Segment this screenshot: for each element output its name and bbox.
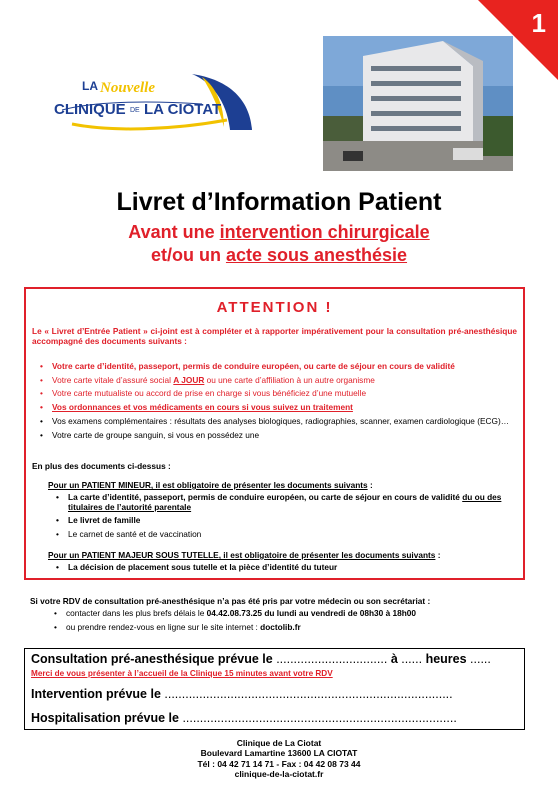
consultation-a: à [390, 652, 398, 666]
doc-item-mutuelle: • Votre carte mutualiste ou accord de prise en charge si vous bénéficiez d’une mutuelle [32, 388, 517, 398]
mineur-item-livret: • Le livret de famille [48, 515, 517, 525]
rdv-options-list [52, 608, 416, 636]
subtitle1-prefix: Avant une [128, 222, 220, 242]
subtitle1-underlined: intervention chirurgicale [219, 222, 430, 242]
doc-vitale-suffix: ou une carte d’affiliation à un autre organisme [204, 374, 375, 385]
rdv-phone-item [52, 608, 416, 618]
majeur-heading [48, 550, 517, 560]
rdv-phone-prefix: contacter dans les plus brefs délais le [66, 608, 207, 618]
subtitle2-underlined: acte sous anesthésie [225, 245, 408, 265]
logo-la: LA [82, 79, 98, 93]
doc-item-groupe-sanguin: • Votre carte de groupe sanguin, si vous en possédez une [32, 430, 517, 440]
logo-de: DE [130, 107, 140, 114]
doc-vitale-ajour: A JOUR [173, 374, 205, 385]
logo-clinique: CLINIQUE [54, 101, 126, 118]
rdv-online-prefix: ou prendre rendez-vous en ligne sur le site internet : [66, 622, 261, 633]
footer-name: Clinique de La Ciotat [236, 738, 322, 748]
consultation-date-field[interactable]: ................................ [272, 652, 391, 666]
footer-web: clinique-de-la-ciotat.fr [234, 769, 324, 780]
doc-item-ordonnances: • Vos ordonnances et vos médicaments en cours si vous suivez un traitement [32, 402, 517, 412]
rdv-info: Si votre RDV de consultation pré-anesthésique n’a pas été pris par votre médecin ou son secrétariat : [30, 596, 431, 606]
consultation-row [31, 652, 518, 666]
appointment-form-box [24, 648, 525, 730]
intervention-label: Intervention prévue le [31, 687, 161, 701]
doc-item-identity: • Votre carte d’identité, passeport, permis de conduire européen, ou carte de séjour en cours de validité [32, 361, 517, 371]
mineur-heading-suffix: : [367, 480, 373, 490]
mineur-item-identity [48, 492, 517, 512]
rdv-online-item [52, 622, 416, 632]
hospitalisation-row [31, 711, 518, 725]
document-title: Livret d’Information Patient [116, 188, 442, 216]
mineur-item-identity-underlined: du ou des titulaires de l’autorité parentale [68, 492, 502, 513]
logo-la-ciotat: LA CIOTAT [144, 101, 222, 118]
mineur-documents-list [48, 492, 517, 542]
consultation-minutes-field[interactable]: ...... [466, 652, 491, 666]
clinic-logo [52, 72, 282, 132]
rdv-phone-number: 04.42.08.73.25 du lundi au vendredi de 08h30 à 18h00 [206, 608, 417, 618]
subtitle2-prefix: et/ou un [150, 245, 226, 265]
majeur-heading-text: Pour un PATIENT MAJEUR SOUS TUTELLE, il est obligatoire de présenter les documents suivants [48, 550, 436, 560]
footer-phone: Tél : 04 42 71 14 71 - Fax : 04 42 08 73 44 [197, 758, 361, 769]
attention-title: ATTENTION ! [216, 299, 333, 316]
subtitle-line2 [0, 245, 558, 266]
intervention-row [31, 687, 518, 701]
majeur-heading-suffix: : [435, 550, 441, 560]
en-plus-heading: En plus des documents ci-dessus : [32, 461, 171, 471]
footer-contact [0, 738, 558, 780]
footer-address: Boulevard Lamartine 13600 LA CIOTAT [200, 748, 358, 759]
consultation-label: Consultation pré-anesthésique prévue le [31, 652, 273, 666]
hospitalisation-label: Hospitalisation prévue le [31, 711, 179, 725]
consultation-note: Merci de vous présenter à l’accueil de la Clinique 15 minutes avant votre RDV [31, 669, 333, 678]
doc-vitale-text: Votre carte vitale d’assuré social [52, 374, 174, 385]
doc-item-examens: • Vos examens complémentaires : résultats des analyses biologiques, radiographies, scanner, examen cardiologique (ECG)… [32, 416, 517, 426]
mineur-heading-text: Pour un PATIENT MINEUR, il est obligatoire de présenter les documents suivants [48, 480, 368, 490]
mineur-item-identity-text: La carte d’identité, passeport, permis de conduire européen, ou carte de séjour en cours de validité [68, 492, 463, 502]
majeur-documents-list [48, 562, 517, 572]
consultation-heures: heures [425, 652, 467, 666]
page-number: 1 [531, 8, 546, 38]
consultation-time-field[interactable]: ...... [397, 652, 426, 666]
doc-item-vitale [32, 375, 517, 385]
majeur-item-tutelle: • La décision de placement sous tutelle et la pièce d’identité du tuteur [48, 562, 517, 572]
building-photo [323, 36, 513, 171]
intervention-date-field[interactable]: ................................................................................... [160, 687, 453, 701]
logo-nouvelle: Nouvelle [100, 80, 155, 96]
required-documents-list [32, 361, 517, 443]
attention-box [24, 287, 525, 580]
rdv-online-site: doctolib.fr [260, 622, 301, 633]
hospitalisation-date-field[interactable]: ............................................................................... [178, 711, 457, 725]
attention-intro: Le « Livret d’Entrée Patient » ci-joint est à compléter et à rapporter impérativement pour la consultation pré-anesthésique accompagné des documents suivants : [32, 326, 517, 347]
mineur-item-carnet: • Le carnet de santé et de vaccination [48, 529, 517, 539]
mineur-heading [48, 480, 517, 490]
subtitle-line1 [0, 222, 558, 243]
